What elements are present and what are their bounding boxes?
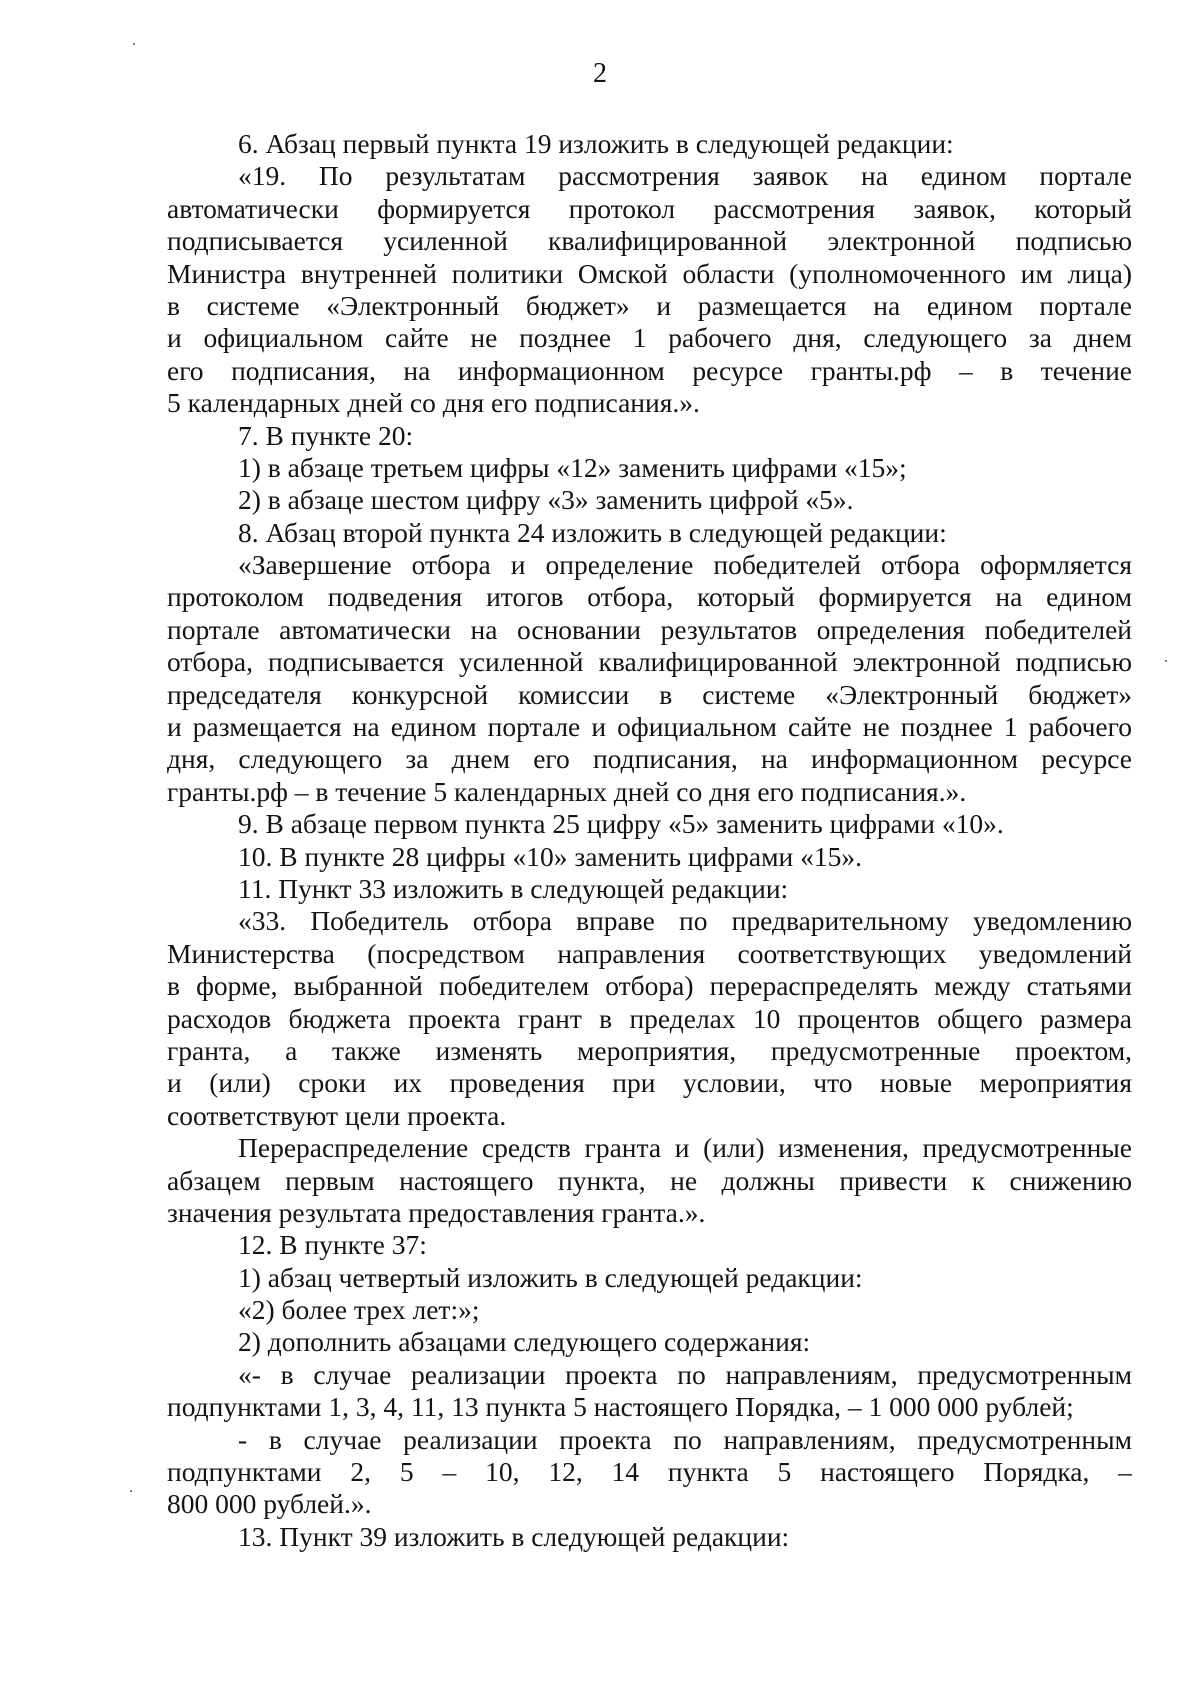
text-line: в системе «Электронный бюджет» и размещается на едином портале: [167, 289, 1132, 321]
text-line: 12. В пункте 37:: [238, 1229, 427, 1261]
scan-speck: [133, 43, 135, 45]
text-line: отбора, подписывается усиленной квалифицированной электронной подписью: [167, 646, 1132, 678]
text-line: подпунктами 1, 3, 4, 11, 13 пункта 5 настоящего Порядка, – 1 000 000 рублей;: [167, 1391, 1074, 1423]
text-line: «19. По результатам рассмотрения заявок на едином портале: [238, 160, 1132, 192]
text-line: 5 календарных дней со дня его подписания.».: [167, 387, 700, 419]
text-line: 7. В пункте 20:: [238, 419, 414, 451]
text-line: автоматически формируется протокол рассмотрения заявок, который: [167, 192, 1132, 224]
text-line: Министра внутренней политики Омской области (уполномоченного им лица): [167, 257, 1132, 289]
text-line: расходов бюджета проекта грант в пределах 10 процентов общего размера: [167, 1002, 1132, 1034]
text-line: портале автоматически на основании результатов определения победителей: [167, 613, 1132, 645]
text-line: «Завершение отбора и определение победителей отбора оформляется: [238, 549, 1132, 581]
scan-speck: [130, 1490, 132, 1492]
text-line: Перераспределение средств гранта и (или) изменения, предусмотренные: [238, 1132, 1132, 1164]
text-line: подпунктами 2, 5 – 10, 12, 14 пункта 5 настоящего Порядка, –: [167, 1456, 1132, 1488]
text-line: 8. Абзац второй пункта 24 изложить в следующей редакции:: [238, 516, 947, 548]
text-line: председателя конкурсной комиссии в системе «Электронный бюджет»: [167, 678, 1132, 710]
text-line: 1) в абзаце третьем цифры «12» заменить цифрами «15»;: [238, 451, 907, 483]
text-line: 1) абзац четвертый изложить в следующей редакции:: [238, 1261, 863, 1293]
text-line: 13. Пункт 39 изложить в следующей редакции:: [238, 1520, 790, 1552]
text-line: подписывается усиленной квалифицированной электронной подписью: [167, 225, 1132, 257]
text-line: гранта, а также изменять мероприятия, предусмотренные проектом,: [167, 1034, 1132, 1066]
text-line: 11. Пункт 33 изложить в следующей редакции:: [238, 872, 789, 904]
text-line: его подписания, на информационном ресурсе гранты.рф – в течение: [167, 354, 1132, 386]
document-body: [167, 128, 1132, 1553]
text-line: и (или) сроки их проведения при условии, что новые мероприятия: [167, 1067, 1132, 1099]
text-line: и размещается на едином портале и официальном сайте не позднее 1 рабочего: [167, 711, 1132, 743]
text-line: «2) более трех лет:»;: [238, 1294, 480, 1326]
text-line: соответствуют цели проекта.: [167, 1099, 507, 1131]
text-line: 9. В абзаце первом пункта 25 цифру «5» заменить цифрами «10».: [238, 808, 1004, 840]
text-line: в форме, выбранной победителем отбора) перераспределять между статьями: [167, 970, 1132, 1002]
text-line: и официальном сайте не позднее 1 рабочего дня, следующего за днем: [167, 322, 1132, 354]
text-line: - в случае реализации проекта по направлениям, предусмотренным: [238, 1423, 1132, 1455]
text-line: 800 000 рублей.».: [167, 1488, 372, 1520]
text-line: гранты.рф – в течение 5 календарных дней со дня его подписания.».: [167, 775, 967, 807]
page-number: 2: [593, 58, 607, 89]
text-line: абзацем первым настоящего пункта, не должны привести к снижению: [167, 1164, 1132, 1196]
text-line: «- в случае реализации проекта по направлениям, предусмотренным: [238, 1358, 1132, 1390]
text-line: Министерства (посредством направления соответствующих уведомлений: [167, 937, 1132, 969]
text-line: 6. Абзац первый пункта 19 изложить в следующей редакции:: [238, 128, 954, 159]
text-line: 2) дополнить абзацами следующего содержания:: [238, 1326, 811, 1358]
text-line: 2) в абзаце шестом цифру «3» заменить цифрой «5».: [238, 484, 854, 516]
scan-speck: [1165, 660, 1167, 662]
text-line: дня, следующего за днем его подписания, на информационном ресурсе: [167, 743, 1132, 775]
text-line: значения результата предоставления гранта.».: [167, 1196, 706, 1228]
text-line: «33. Победитель отбора вправе по предварительному уведомлению: [238, 905, 1132, 937]
text-line: 10. В пункте 28 цифры «10» заменить цифрами «15».: [238, 840, 862, 872]
text-line: протоколом подведения итогов отбора, который формируется на едином: [167, 581, 1132, 613]
